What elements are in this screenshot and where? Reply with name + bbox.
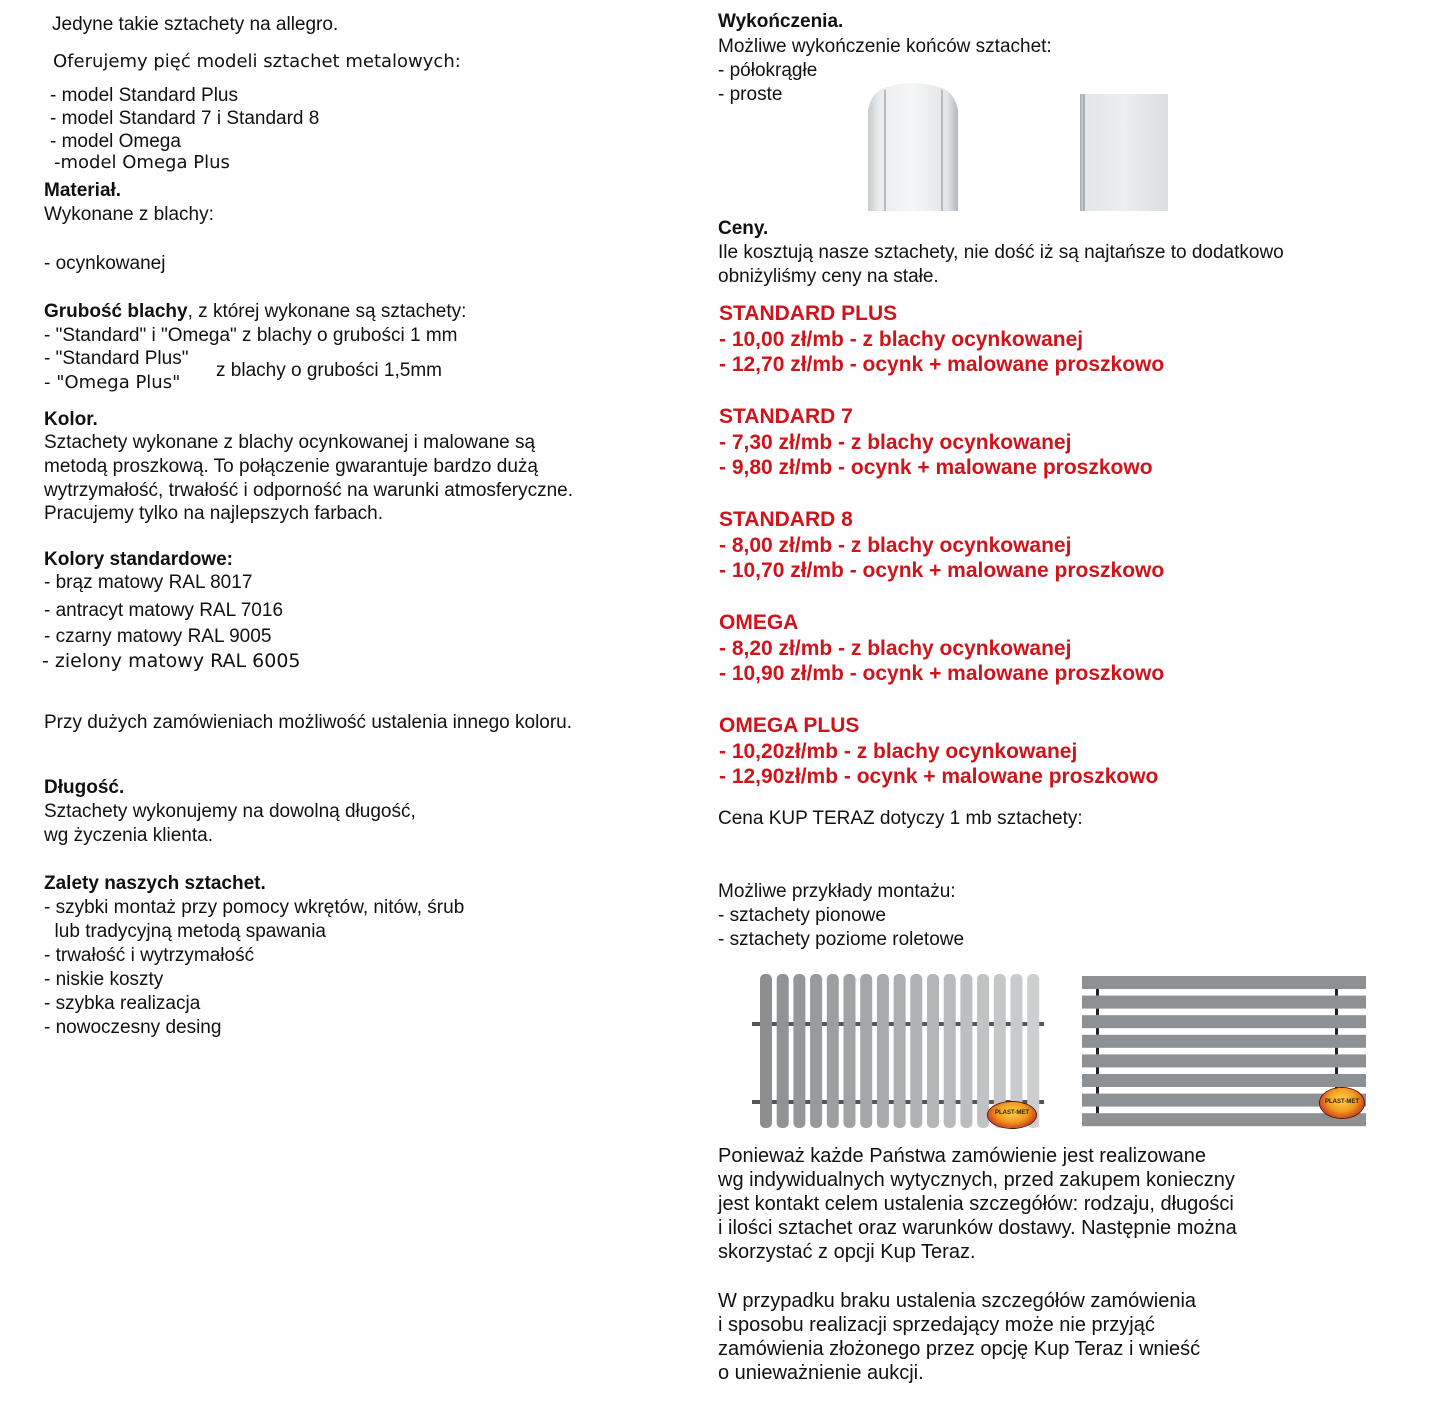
price-line: - 10,90 zł/mb - ocynk + malowane proszkowo [719, 662, 1165, 685]
thickness-line: - "Standard Plus" [44, 348, 189, 369]
fence-clip [1096, 989, 1099, 996]
price-group-name: OMEGA PLUS [719, 714, 860, 737]
fence-clip [1335, 1048, 1338, 1055]
thickness-heading-rest: , z której wykonane są sztachety: [187, 301, 467, 322]
fence-picket [777, 974, 789, 1128]
straight-slat-image [1080, 94, 1168, 211]
fence-slat [1082, 1015, 1366, 1028]
fence-clip [1096, 1048, 1099, 1055]
advantage-item: - trwałość i wytrzymałość [44, 945, 255, 966]
fence-clip [1096, 1087, 1099, 1094]
price-line: - 10,20zł/mb - z blachy ocynkowanej [719, 740, 1078, 763]
fence-clip [1335, 989, 1338, 996]
fence-picket [760, 974, 772, 1128]
model-item: - model Standard 7 i Standard 8 [50, 108, 320, 129]
intro-headline: Jedyne takie sztachety na allegro. [52, 14, 339, 35]
price-line: - 10,70 zł/mb - ocynk + malowane proszkowo [719, 559, 1165, 582]
color-text-line: wytrzymałość, trwałość i odporność na warunki atmosferyczne. [44, 480, 574, 501]
advantage-item: lub tradycyjną metodą spawania [44, 921, 326, 942]
length-text-line: Sztachety wykonujemy na dowolną długość, [44, 801, 416, 822]
ordering-line: jest kontakt celem ustalenia szczegółów: rodzaju, długości [718, 1193, 1234, 1215]
ordering-line: Ponieważ każde Państwa zamówienie jest realizowane [718, 1145, 1207, 1167]
color-text-line: Pracujemy tylko na najlepszych farbach. [44, 503, 383, 524]
ordering-line: zamówienia złożonego przez opcję Kup Teraz i wnieść [718, 1338, 1201, 1360]
advantage-item: - szybki montaż przy pomocy wkrętów, nitów, śrub [44, 897, 465, 918]
fence-clip [1096, 1107, 1099, 1114]
fence-picket [894, 974, 906, 1128]
model-item: - model Standard Plus [50, 85, 238, 106]
standard-color-item: - czarny matowy RAL 9005 [44, 626, 272, 647]
ordering-line: skorzystać z opcji Kup Teraz. [718, 1241, 976, 1263]
fence-picket [877, 974, 889, 1128]
color-text-line: Sztachety wykonane z blachy ocynkowanej i malowane są [44, 432, 536, 453]
fence-clip [1335, 1009, 1338, 1016]
advantage-item: - niskie koszty [44, 969, 164, 990]
fence-slat [1082, 1054, 1366, 1067]
thickness-line: - "Standard" i "Omega" z blachy o grubości 1 mm [44, 325, 458, 346]
material-heading: Materiał. [44, 180, 122, 201]
prices-text-line: Ile kosztują nasze sztachety, nie dość iż są najtańsze to dodatkowo [718, 242, 1284, 263]
price-line: - 12,90zł/mb - ocynk + malowane proszkowo [719, 765, 1159, 788]
finishes-text: Możliwe wykończenie końców sztachet: [718, 36, 1052, 57]
ordering-line: W przypadku braku ustalenia szczegółów zamówienia [718, 1290, 1197, 1312]
fence-picket [910, 974, 922, 1128]
mounting-item: - sztachety pionowe [718, 905, 886, 926]
finish-item: - półokrągłe [718, 60, 818, 81]
thickness-heading [44, 300, 466, 323]
standard-color-item: - brąz matowy RAL 8017 [44, 572, 253, 593]
fence-slat [1082, 996, 1366, 1009]
ordering-line: i ilości sztachet oraz warunków dostawy. Następnie można [718, 1217, 1237, 1239]
standard-colors-note: Przy dużych zamówieniach możliwość ustalenia innego koloru. [44, 712, 573, 733]
fence-picket [977, 974, 989, 1128]
price-group-name: STANDARD 7 [719, 405, 853, 428]
price-group-name: OMEGA [719, 611, 799, 634]
standard-color-item: - zielony matowy RAL 6005 [42, 650, 301, 672]
advantages-heading: Zalety naszych sztachet. [44, 873, 266, 894]
prices-heading: Ceny. [718, 218, 769, 239]
finish-item: - proste [718, 84, 783, 105]
buy-now-note: Cena KUP TERAZ dotyczy 1 mb sztachety: [718, 808, 1083, 829]
fence-clip [1096, 1028, 1099, 1035]
plast-met-logo [1320, 1088, 1364, 1118]
price-line: - 8,20 zł/mb - z blachy ocynkowanej [719, 637, 1072, 660]
thickness-line: - "Omega Plus" [44, 372, 181, 393]
price-line: - 10,00 zł/mb - z blachy ocynkowanej [719, 328, 1084, 351]
fence-clip [1335, 1067, 1338, 1074]
thickness-suffix: z blachy o grubości 1,5mm [216, 360, 442, 381]
fence-picket [960, 974, 972, 1128]
standard-colors-heading: Kolory standardowe: [44, 549, 233, 570]
rounded-slat-image [866, 80, 960, 211]
price-group-name: STANDARD PLUS [719, 302, 898, 325]
finishes-heading: Wykończenia. [718, 11, 844, 32]
fence-picket [860, 974, 872, 1128]
price-line: - 8,00 zł/mb - z blachy ocynkowanej [719, 534, 1072, 557]
thickness-heading-bold: Grubość blachy [44, 301, 188, 322]
length-text-line: wg życzenia klienta. [44, 825, 213, 846]
model-item: - model Omega [50, 131, 181, 152]
fence-clip [1335, 1028, 1338, 1035]
price-line: - 12,70 zł/mb - ocynk + malowane proszkowo [719, 353, 1165, 376]
color-heading: Kolor. [44, 409, 98, 430]
fence-picket [827, 974, 839, 1128]
length-heading: Długość. [44, 777, 125, 798]
mounting-item: - sztachety poziome roletowe [718, 929, 965, 950]
price-group-name: STANDARD 8 [719, 508, 853, 531]
fence-slat [1082, 1074, 1366, 1087]
prices-text-line: obniżyliśmy ceny na stałe. [718, 266, 939, 287]
fence-picket [810, 974, 822, 1128]
ordering-line: o unieważnienie aukcji. [718, 1362, 924, 1384]
ordering-line: wg indywidualnych wytycznych, przed zakupem konieczny [718, 1169, 1235, 1191]
intro-models-lead: Oferujemy pięć modeli sztachet metalowych: [53, 51, 461, 72]
mounting-heading: Możliwe przykłady montażu: [718, 881, 956, 902]
logo-text: PLAST-MET [1325, 1099, 1359, 1105]
material-item: - ocynkowanej [44, 253, 166, 274]
advantage-item: - nowoczesny desing [44, 1017, 222, 1038]
horizontal-fence-image [1080, 974, 1367, 1130]
fence-clip [1096, 1009, 1099, 1016]
fence-slat [1082, 976, 1366, 989]
logo-text: PLAST-MET [995, 1110, 1029, 1116]
fence-clip [1096, 1067, 1099, 1074]
price-line: - 9,80 zł/mb - ocynk + malowane proszkowo [719, 456, 1153, 479]
fence-picket [944, 974, 956, 1128]
color-text-line: metodą proszkową. To połączenie gwarantuje bardzo dużą [44, 456, 538, 477]
plast-met-logo [988, 1102, 1036, 1128]
ordering-line: i sposobu realizacji sprzedający może nie przyjąć [718, 1314, 1155, 1336]
fence-picket [844, 974, 856, 1128]
material-text: Wykonane z blachy: [44, 204, 214, 225]
fence-picket [793, 974, 805, 1128]
model-item: -model Omega Plus [54, 152, 230, 173]
fence-slat [1082, 1113, 1366, 1126]
advantage-item: - szybka realizacja [44, 993, 201, 1014]
price-line: - 7,30 zł/mb - z blachy ocynkowanej [719, 431, 1072, 454]
fence-picket [927, 974, 939, 1128]
vertical-fence-image [748, 970, 1048, 1130]
fence-slat [1082, 1035, 1366, 1048]
standard-color-item: - antracyt matowy RAL 7016 [44, 600, 284, 621]
